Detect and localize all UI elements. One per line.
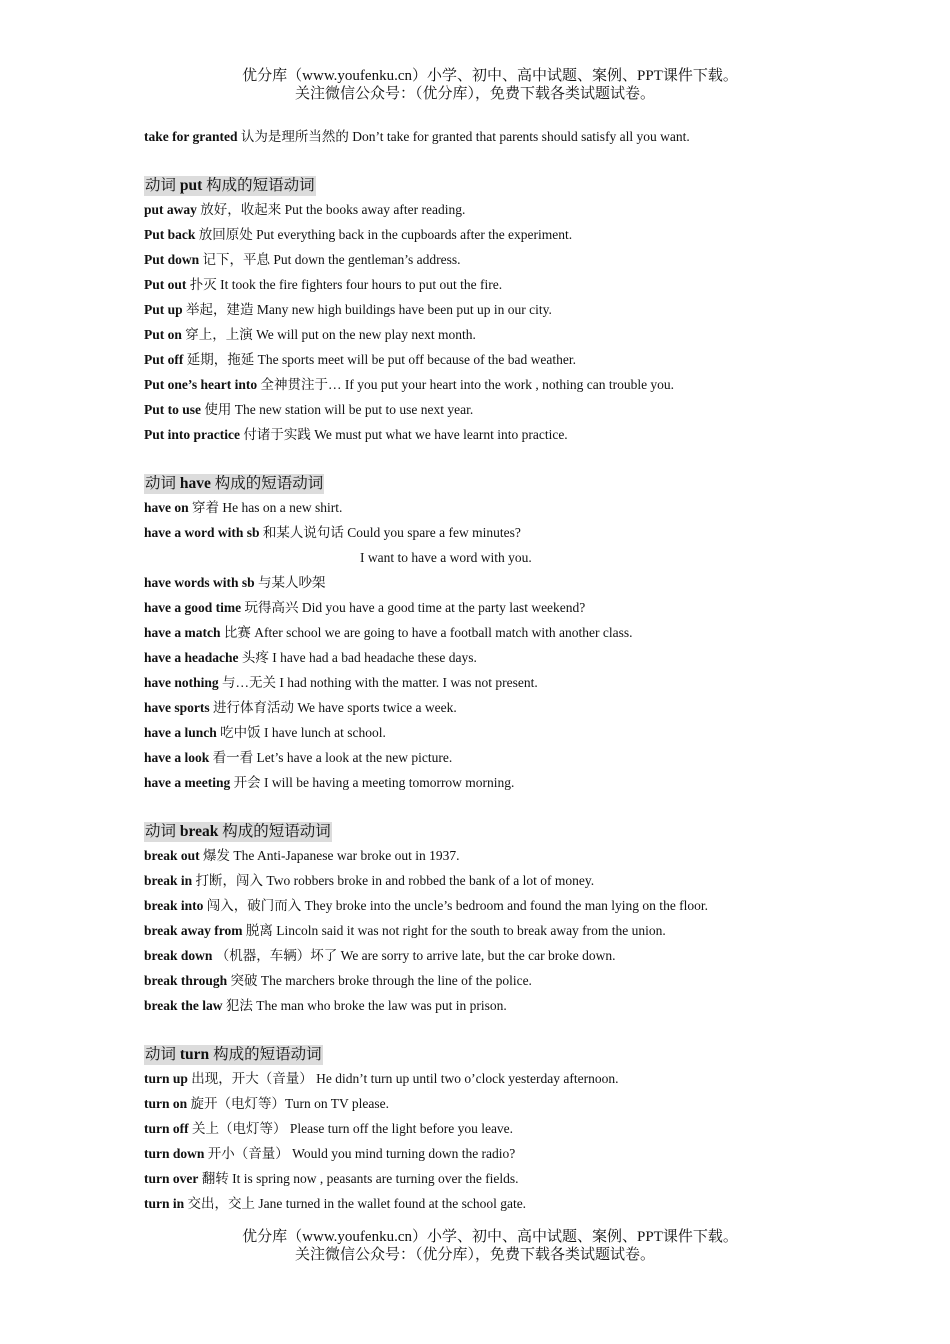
phrase-entry: break through 突破 The marchers broke through the line of the police. (144, 973, 532, 988)
phrase-entry: turn in 交出，交上 Jane turned in the wallet found at the school gate. (144, 1196, 527, 1211)
phrase-entry: have a word with sb 和某人说句话 Could you spare a few minutes? (144, 525, 521, 540)
phrase-entry: have sports 进行体育活动 We have sports twice a week. (144, 700, 457, 715)
phrase-term: take for granted (144, 129, 238, 144)
section-have (144, 474, 844, 797)
footer-line-1: 优分库（www.youfenku.cn）小学、初中、高中试题、案例、PPT课件下载。 (242, 1229, 738, 1245)
phrase-entry: break into 闯入，破门而入 They broke into the uncle’s bedroom and found the man lying on the floor. (144, 898, 709, 913)
phrase-meaning: 认为是理所当然的 (237, 129, 353, 144)
phrase-entry: have nothing 与…无关 I had nothing with the matter. I was not present. (144, 675, 538, 690)
phrase-entry: have words with sb 与某人吵架 (144, 575, 326, 590)
phrase-entry: Put into practice 付诸于实践 We must put what we have learnt into practice. (144, 427, 568, 442)
phrase-entry: have a good time 玩得高兴 Did you have a good time at the party last weekend? (144, 600, 586, 615)
section-title: 动词 break 构成的短语动词 (145, 823, 331, 840)
phrase-example: Don’t take for granted that parents should satisfy all you want. (352, 129, 690, 144)
phrase-entry: Put out 扑灭 It took the fire fighters four hours to put out the fire. (144, 277, 503, 292)
phrase-entry: have a look 看一看 Let’s have a look at the new picture. (144, 750, 453, 765)
section-put (144, 176, 844, 449)
phrase-entry: turn down 开小（音量） Would you mind turning down the radio? (144, 1146, 516, 1161)
phrase-entry: Put down 记下，平息 Put down the gentleman’s address. (144, 252, 461, 267)
phrase-entry-continuation: I want to have a word with you. (360, 550, 532, 565)
phrase-entry: have a meeting 开会 I will be having a meeting tomorrow morning. (144, 775, 515, 790)
header-line-1: 优分库（www.youfenku.cn）小学、初中、高中试题、案例、PPT课件下载。 (242, 68, 738, 84)
phrase-entry: break down （机器，车辆）坏了 We are sorry to arrive late, but the car broke down. (144, 948, 616, 963)
phrase-entry: turn on 旋开（电灯等）Turn on TV please. (144, 1096, 390, 1111)
phrase-entry: Put off 延期，拖延 The sports meet will be put off because of the bad weather. (144, 352, 577, 367)
phrase-entry: break out 爆发 The Anti-Japanese war broke out in 1937. (144, 848, 460, 863)
document-body (144, 126, 844, 1218)
phrase-entry: break the law 犯法 The man who broke the law was put in prison. (144, 998, 507, 1013)
phrase-entry: have a match 比赛 After school we are going to have a football match with another class. (144, 625, 633, 640)
header-line-2: 关注微信公众号：（优分库），免费下载各类试题试卷。 (294, 86, 655, 102)
page-footer (0, 1228, 950, 1264)
phrase-entry: Put back 放回原处 Put everything back in the cupboards after the experiment. (144, 227, 573, 242)
section-title: 动词 turn 构成的短语动词 (145, 1046, 322, 1063)
section-title: 动词 put 构成的短语动词 (145, 177, 315, 194)
section-break (144, 822, 844, 1020)
section-turn (144, 1045, 844, 1218)
phrase-entry: have a headache 头疼 I have had a bad headache these days. (144, 650, 477, 665)
phrase-entry: Put up 举起，建造 Many new high buildings have been put up in our city. (144, 302, 552, 317)
phrase-entry: have a lunch 吃中饭 I have lunch at school. (144, 725, 386, 740)
intro-entry (144, 126, 844, 151)
phrase-entry: break in 打断，闯入 Two robbers broke in and robbed the bank of a lot of money. (144, 873, 595, 888)
section-title: 动词 have 构成的短语动词 (145, 475, 324, 492)
phrase-entry: have on 穿着 He has on a new shirt. (144, 500, 343, 515)
page-header (0, 67, 950, 103)
phrase-entry: turn over 翻转 It is spring now , peasants are turning over the fields. (144, 1171, 519, 1186)
phrase-entry: Put to use 使用 The new station will be put to use next year. (144, 402, 474, 417)
phrase-entry: Put on 穿上，上演 We will put on the new play next month. (144, 327, 476, 342)
phrase-entry: turn up 出现，开大（音量） He didn’t turn up until two o’clock yesterday afternoon. (144, 1071, 619, 1086)
footer-line-2: 关注微信公众号：（优分库），免费下载各类试题试卷。 (294, 1247, 655, 1263)
phrase-entry: break away from 脱离 Lincoln said it was not right for the south to break away from the union. (144, 923, 666, 938)
phrase-entry: put away 放好，收起来 Put the books away after reading. (144, 202, 466, 217)
phrase-entry: Put one’s heart into 全神贯注于… If you put your heart into the work , nothing can trouble you. (144, 377, 675, 392)
phrase-entry: turn off 关上（电灯等） Please turn off the light before you leave. (144, 1121, 514, 1136)
